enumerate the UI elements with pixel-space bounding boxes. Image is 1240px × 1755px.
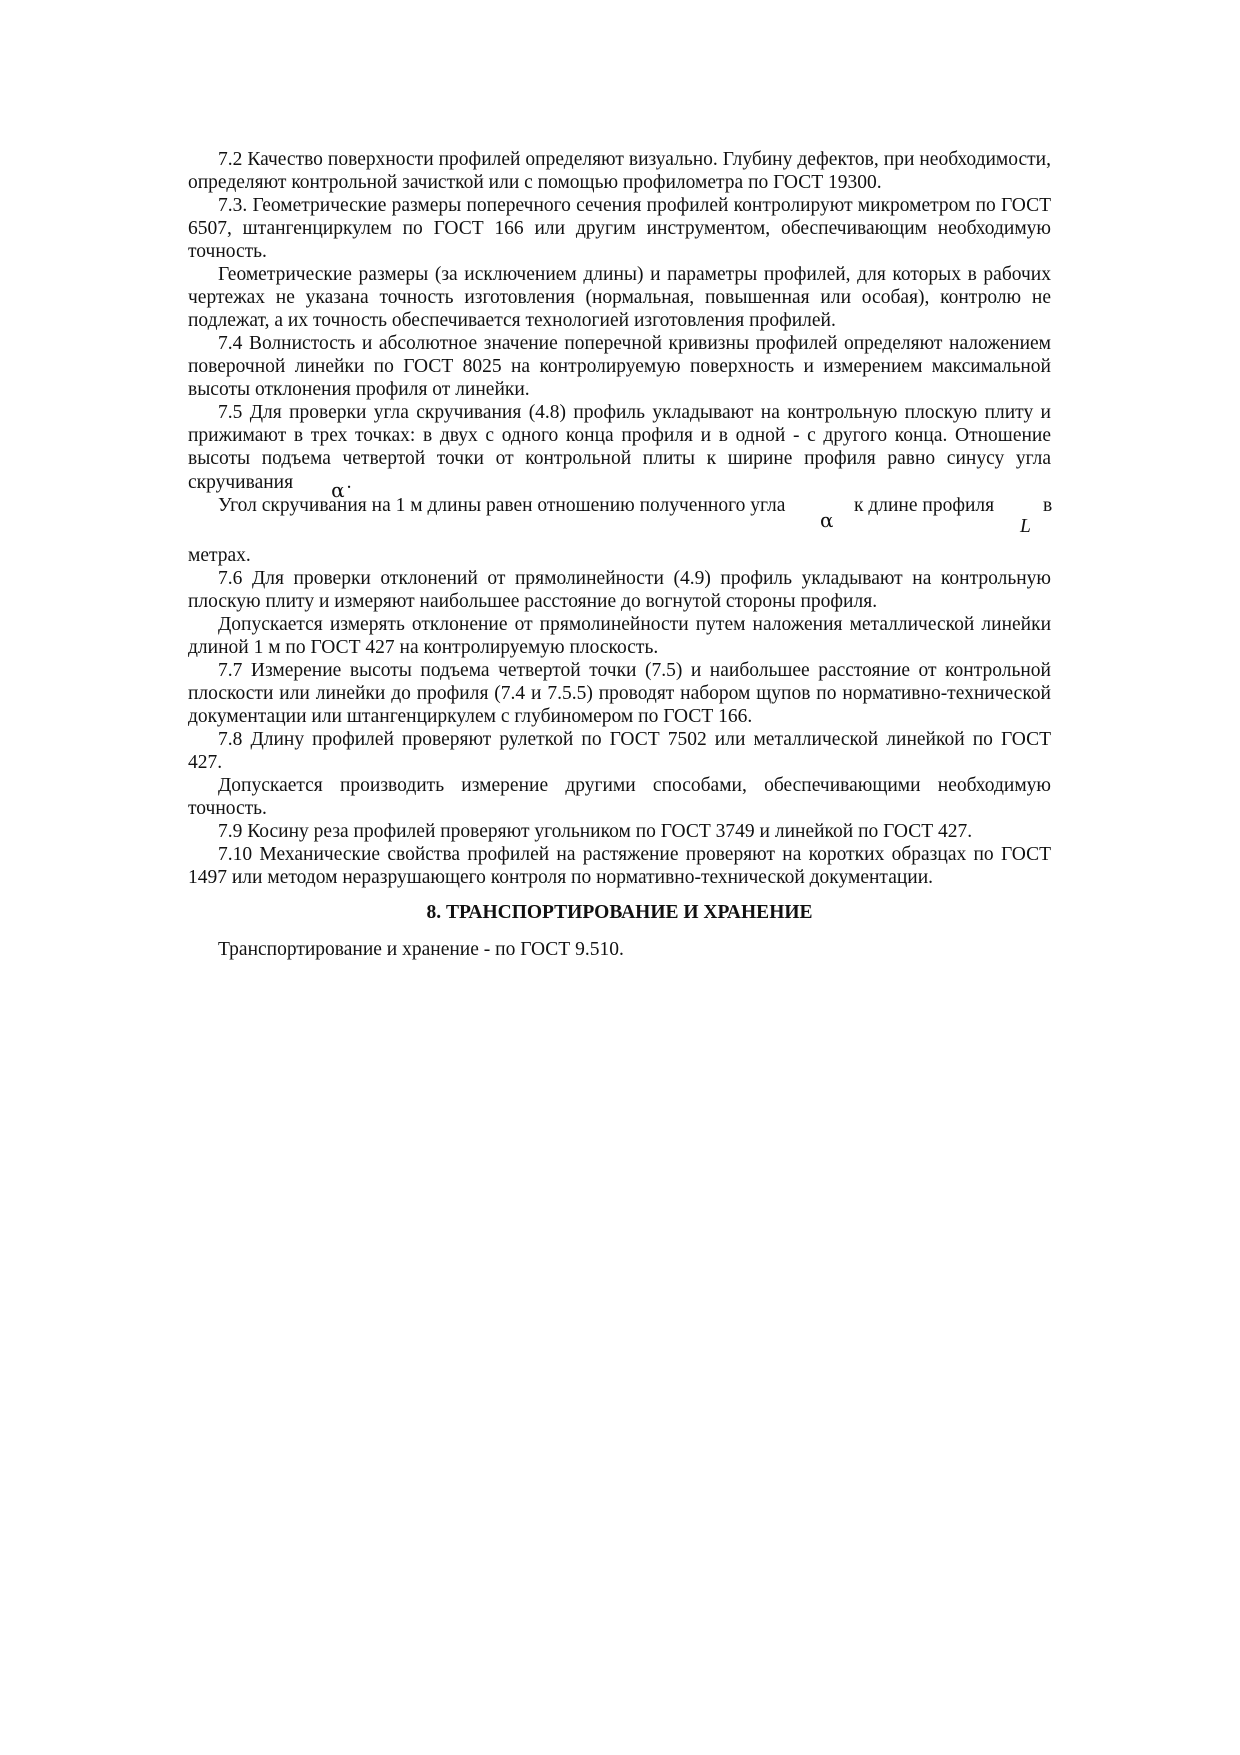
angle-text-b: к длине профиля (854, 495, 995, 516)
alpha-symbol-2: α (820, 508, 834, 532)
paragraph-7-6-note: Допускается измерять отклонение от прямолинейности путем наложения металлической линейки длиной 1 м по ГОСТ 427 на контролируемую плоскость. (188, 614, 1051, 658)
document-page (188, 148, 1051, 961)
angle-formula-line (188, 494, 1051, 544)
angle-text-continuation: метрах. (188, 545, 251, 566)
section-8-heading: 8. ТРАНСПОРТИРОВАНИЕ И ХРАНЕНИЕ (426, 902, 813, 923)
section-8-text: Транспортирование и хранение - по ГОСТ 9.510. (218, 939, 624, 960)
paragraph-7-6: 7.6 Для проверки отклонений от прямолинейности (4.9) профиль укладывают на контрольную плоскую плиту и измеряют наибольшее расстояние до вогнутой стороны профиля. (188, 568, 1051, 612)
paragraph-7-4: 7.4 Волнистость и абсолютное значение поперечной кривизны профилей определяют наложением поверочной линейки по ГОСТ 8025 на контролируемую поверхность и измерением максимальной высоты отклонения профиля от линейки. (188, 333, 1051, 400)
length-symbol: L (1020, 516, 1031, 537)
alpha-symbol: α (331, 478, 345, 502)
paragraph-7-10: 7.10 Механические свойства профилей на растяжение проверяют на коротких образцах по ГОСТ 1497 или методом неразрушающего контроля по нормативно-технической документации. (188, 844, 1051, 888)
angle-text-a: Угол скручивания на 1 м длины равен отношению полученного угла (218, 495, 786, 516)
paragraph-7-8: 7.8 Длину профилей проверяют рулеткой по ГОСТ 7502 или металлической линейкой по ГОСТ 427. (188, 729, 1051, 773)
paragraph-7-7: 7.7 Измерение высоты подъема четвертой точки (7.5) и наибольшее расстояние от контрольной плоскости или линейки до профиля (7.4 и 7.5.5) проводят набором щупов по нормативно-технической документации или штангенциркулем с глубиномером по ГОСТ 166. (188, 660, 1051, 727)
angle-text-c: в (1043, 495, 1053, 516)
paragraph-7-9: 7.9 Косину реза профилей проверяют угольником по ГОСТ 3749 и линейкой по ГОСТ 427. (218, 821, 973, 842)
paragraph-7-5 (188, 401, 1051, 502)
paragraph-7-2: 7.2 Качество поверхности профилей определяют визуально. Глубину дефектов, при необходимости, определяют контрольной зачисткой или с помощью профилометра по ГОСТ 19300. (188, 149, 1051, 193)
paragraph-7-5-end: . (346, 472, 352, 493)
paragraph-7-3-note: Геометрические размеры (за исключением длины) и параметры профилей, для которых в рабочих чертежах не указана точность изготовления (нормальная, повышенная или особая), контролю не подлежат, а их точность обеспечивается технологией изготовления профилей. (188, 264, 1051, 331)
paragraph-7-3: 7.3. Геометрические размеры поперечного сечения профилей контролируют микрометром по ГОСТ 6507, штангенциркулем по ГОСТ 166 или другим инструментом, обеспечивающим необходимую точность. (188, 195, 1051, 262)
paragraph-7-8-note: Допускается производить измерение другими способами, обеспечивающими необходимую точность. (188, 775, 1051, 819)
paragraph-7-5-text: 7.5 Для проверки угла скручивания (4.8) профиль укладывают на контрольную плоскую плиту и прижимают в трех точках: в двух с одного конца профиля и в одной - с другого конца. Отношение высоты подъема четвертой точки от контрольной плиты к ширине профиля равно синусу угла скручивания (188, 402, 1051, 493)
